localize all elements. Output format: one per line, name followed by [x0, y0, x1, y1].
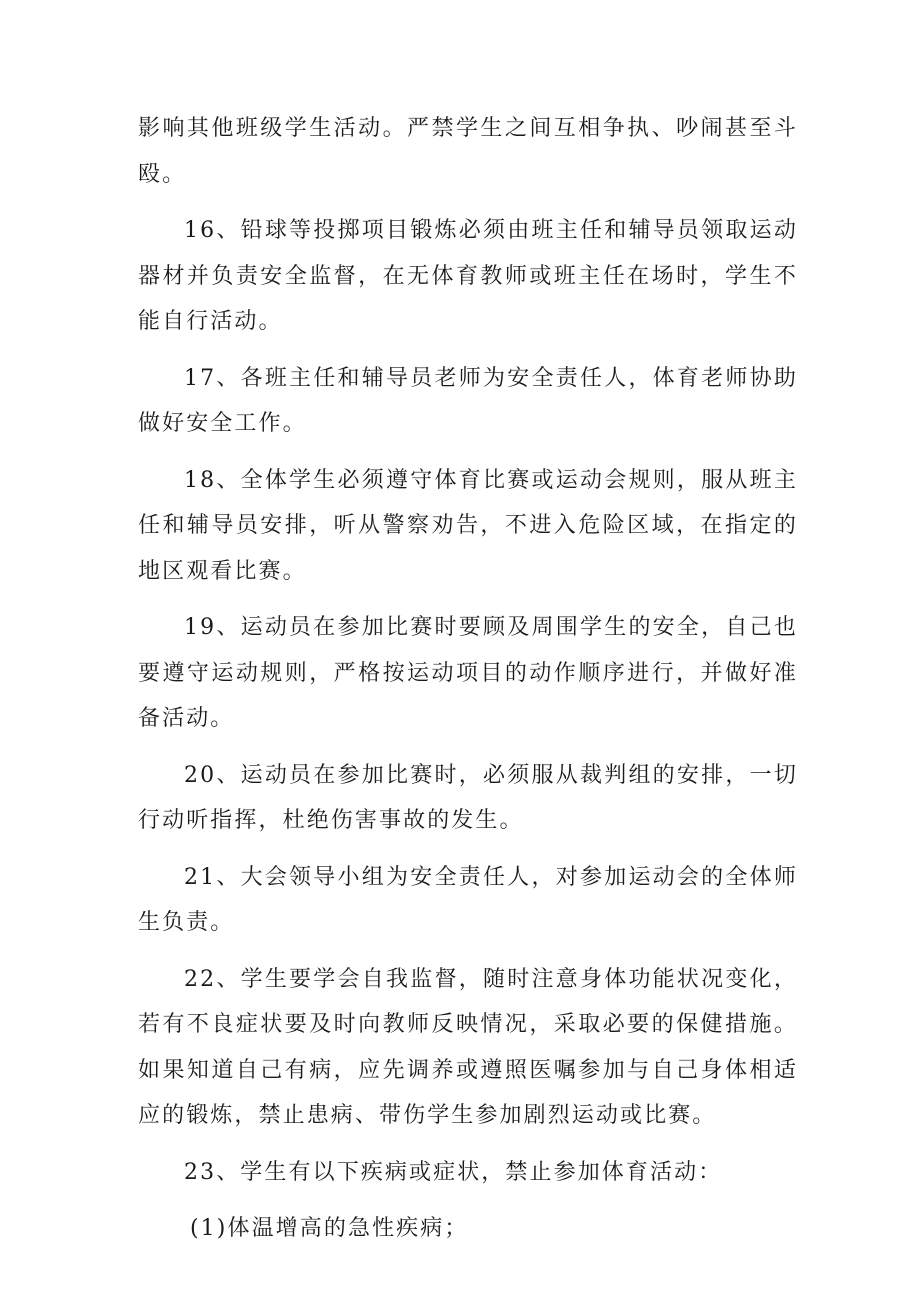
paragraph-item-18: 18、全体学生必须遵守体育比赛或运动会规则，服从班主任和辅导员安排，听从警察劝告，不进入危险区域，在指定的地区观看比赛。 [138, 467, 798, 584]
paragraph-item-20: 20、运动员在参加比赛时，必须服从裁判组的安排，一切行动听指挥，杜绝伤害事故的发生。 [138, 762, 798, 833]
paragraph-item-19: 19、运动员在参加比赛时要顾及周围学生的安全，自己也要遵守运动规则，严格按运动项目的动作顺序进行，并做好准备活动。 [138, 615, 798, 731]
paragraph-item-22: 22、学生要学会自我监督，随时注意身体功能状况变化，若有不良症状要及时向教师反映情况，采取必要的保健措施。如果知道自己有病，应先调养或遵照医嘱参加与自己身体相适应的锻炼，禁止患病、带伤学生参加剧烈运动或比赛。 [138, 966, 798, 1128]
paragraph-item-21: 21、大会领导小组为安全责任人，对参加运动会的全体师生负责。 [138, 864, 798, 935]
paragraph-item-23: 23、学生有以下疾病或症状，禁止参加体育活动： [184, 1159, 723, 1185]
paragraph-continuation: 影响其他班级学生活动。严禁学生之间互相争执、吵闹甚至斗殴。 [138, 116, 798, 187]
paragraph-item-16: 16、铅球等投掷项目锻炼必须由班主任和辅导员领取运动器材并负责安全监督，在无体育教师或班主任在场时，学生不能自行活动。 [138, 218, 798, 334]
document-body [138, 106, 798, 1252]
paragraph-item-23-subitem-1: (1)体温增高的急性疾病； [190, 1216, 469, 1241]
paragraph-item-17: 17、各班主任和辅导员老师为安全责任人，体育老师协助做好安全工作。 [138, 365, 798, 436]
